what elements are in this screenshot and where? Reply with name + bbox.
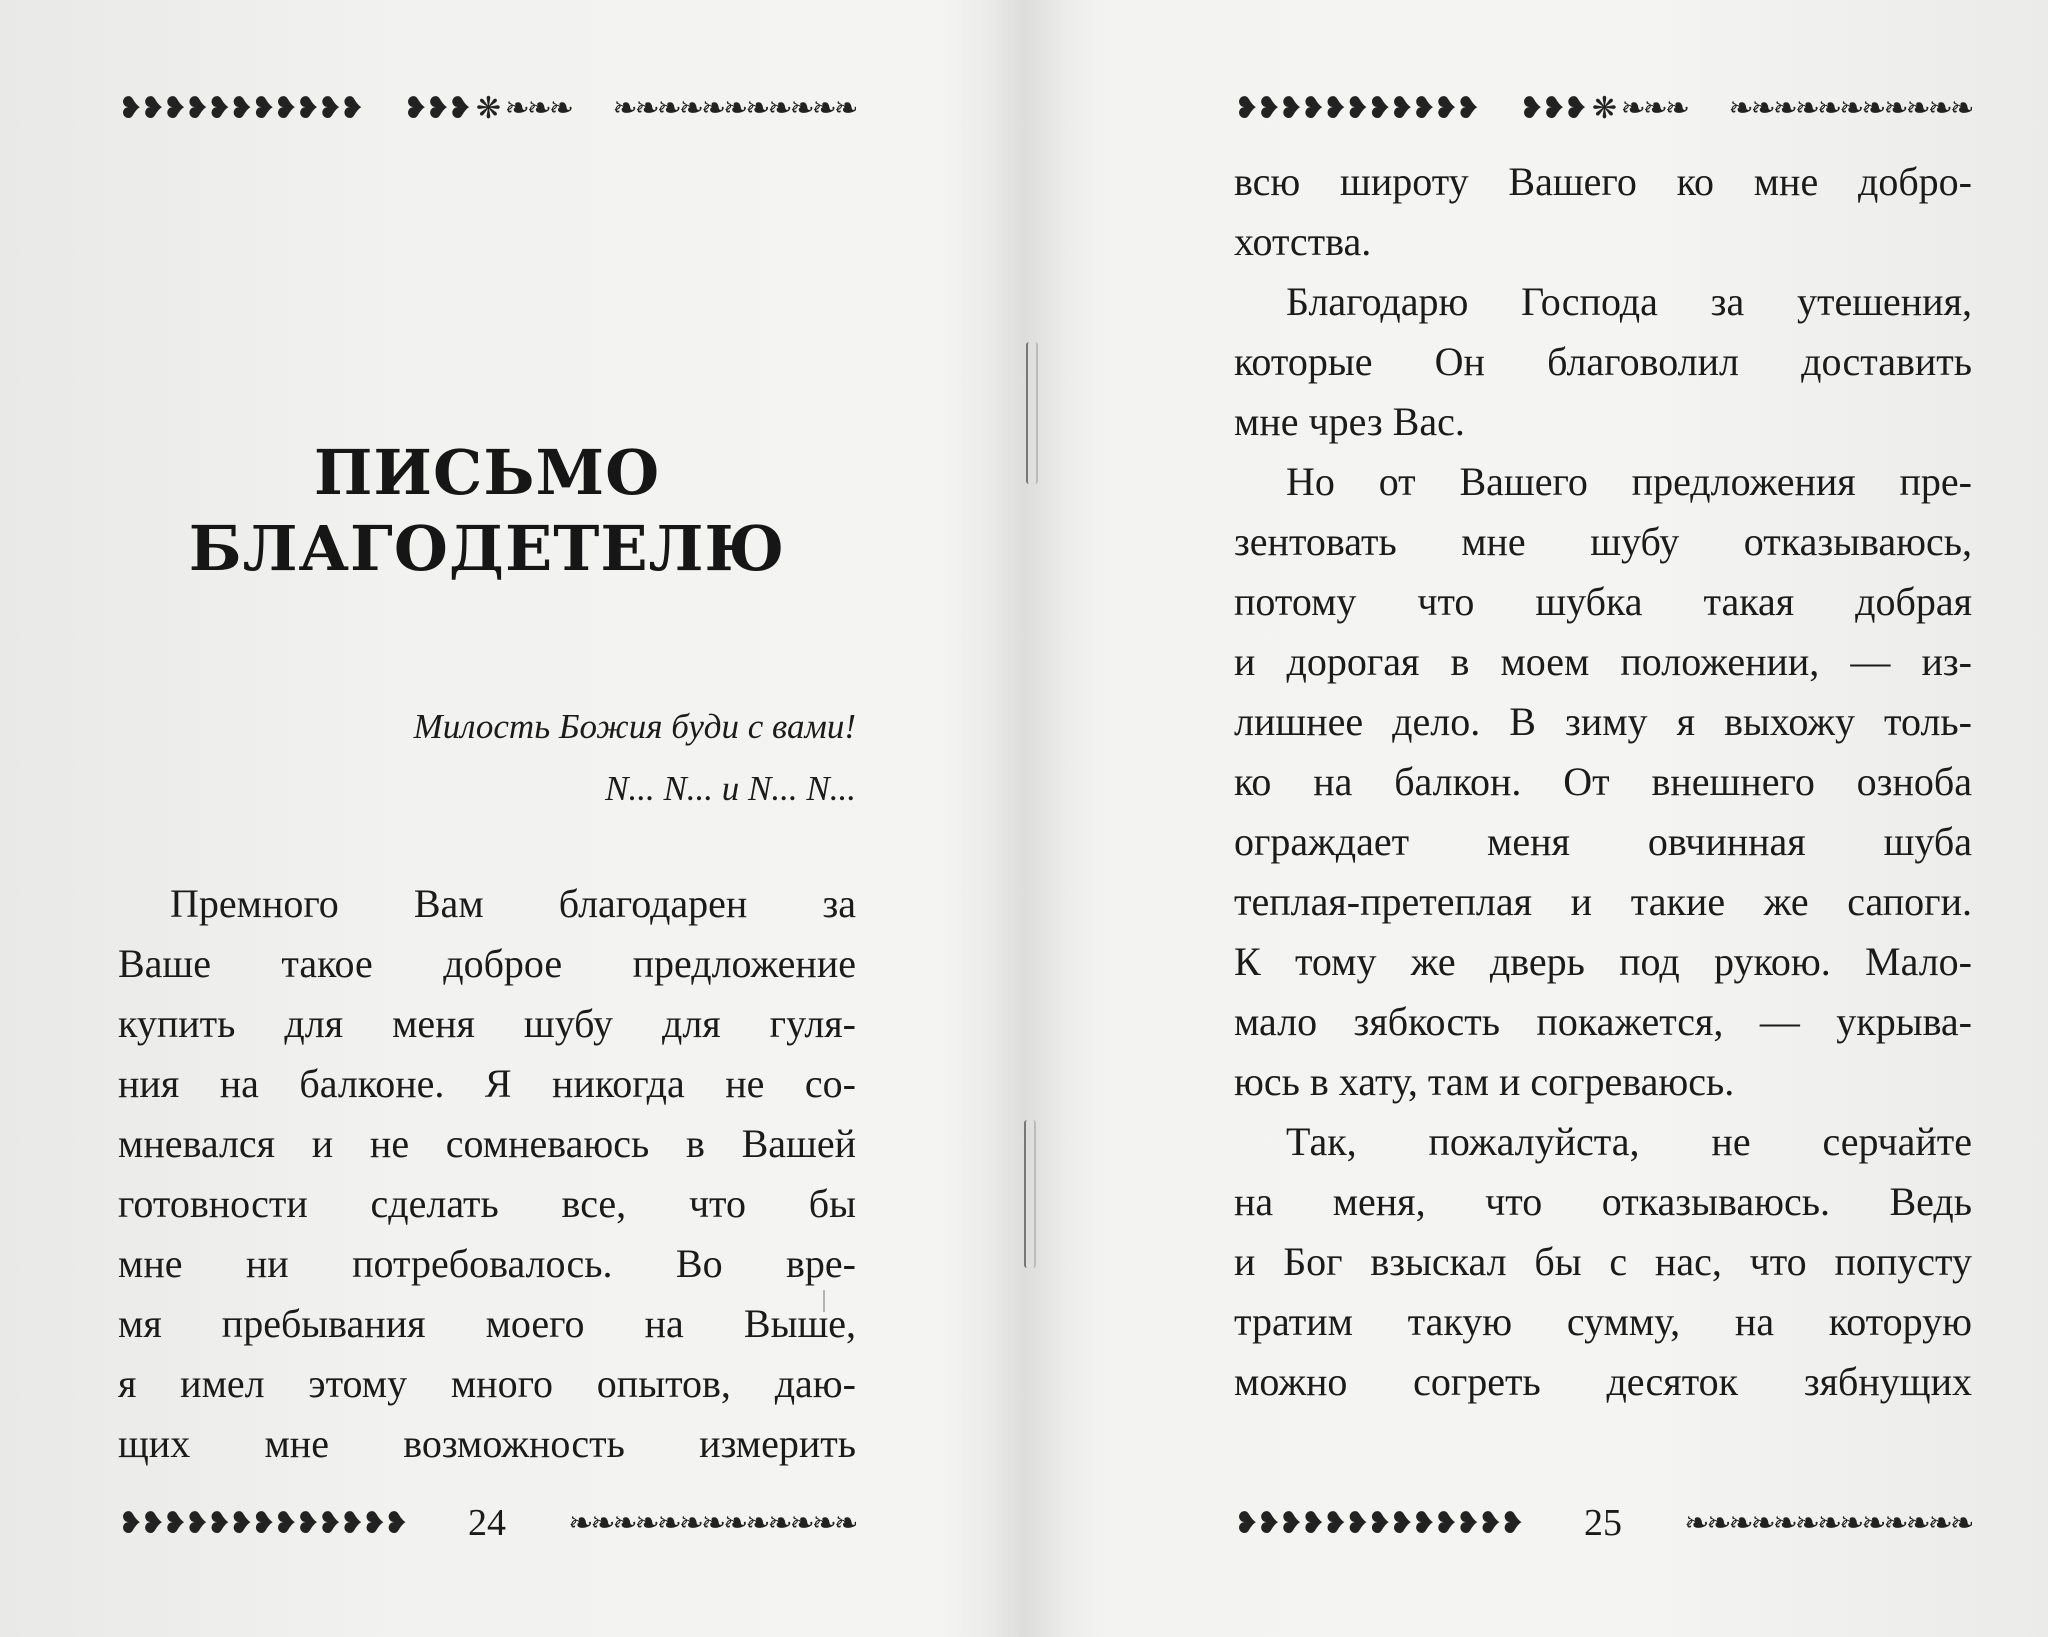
text-line: Премного Вам благодарен за [170,881,856,926]
text-line: мне ни потребовалось. Во вре- [118,1241,856,1286]
text-line: можно согреть десяток зябнущих [1234,1359,1972,1404]
book-gutter [980,0,1070,1637]
text-line: я имел этому много опытов, даю- [118,1361,856,1406]
text-line: лишнее дело. В зиму я выхожу толь- [1234,699,1972,744]
left-page [118,0,856,1637]
right-page [1234,0,1972,1637]
text-line: потому что шубка такая добрая [1234,579,1972,624]
text-line: теплая-претеплая и такие же сапоги. [1234,879,1972,924]
chapter-title-line2: БЛАГОДЕТЕЛЮ [188,512,786,585]
ornament-center: ❥❥❥ ❋ ❧❧❧ [402,90,572,126]
ornament-chain-right: ❧❧❧❧❧❧❧❧❧❧❧❧❧ [1684,1505,1972,1541]
text-line: которые Он благоволил доставить [1234,339,1972,384]
text-line: тратим такую сумму, на которую [1234,1299,1972,1344]
text-line: Но от Вашего предложения пре- [1286,459,1972,504]
text-line: и дорогая в моем положении, — из- [1234,639,1972,684]
ornament-chain-left: ❥❥❥❥❥❥❥❥❥❥❥❥❥ [118,1505,406,1541]
text-line: Благодарю Господа за утешения, [1286,279,1972,324]
header-ornament-right [1234,88,1972,128]
text-line: Так, пожалуйста, не серчайте [1286,1119,1972,1164]
footer-ornament-left [118,1500,856,1546]
staple-top [1026,342,1038,484]
ornament-chain-left: ❥❥❥❥❥❥❥❥❥❥❥❥❥ [1234,1505,1522,1541]
text-line: и Бог взыскал бы с нас, что попусту [1234,1239,1972,1284]
left-body-text [118,874,856,1474]
text-line: всю широту Вашего ко мне добро- [1234,159,1972,204]
text-line: хотства. [1234,219,1372,264]
text-line: ния на балконе. Я никогда не со- [118,1061,856,1106]
ornament-chain-right: ❧❧❧❧❧❧❧❧❧❧❧ [612,90,856,126]
page-number: 25 [1584,1502,1622,1544]
ornament-center: ❥❥❥ ❋ ❧❧❧ [1518,90,1688,126]
header-ornament-left [118,88,856,128]
ornament-chain-right: ❧❧❧❧❧❧❧❧❧❧❧❧❧ [568,1505,856,1541]
chapter-title-line1: ПИСЬМО [313,436,661,509]
text-line: щих мне возможность измерить [118,1421,856,1466]
text-line: купить для меня шубу для гуля- [118,1001,856,1046]
greeting-line2: N... N... и N... N... [605,769,856,808]
text-line: ограждает меня овчинная шуба [1234,819,1972,864]
footer-ornament-right [1234,1500,1972,1546]
staple-bottom [1024,1120,1036,1268]
ornament-chain-left: ❥❥❥❥❥❥❥❥❥❥❥ [1234,90,1478,126]
text-line: ко на балкон. От внешнего озноба [1234,759,1972,804]
text-line: юсь в хату, там и согреваюсь. [1234,1059,1735,1104]
text-line: мало зябкость покажется, — укрыва- [1234,999,1972,1044]
text-line: К тому же дверь под рукою. Мало- [1234,939,1972,984]
right-body-text [1234,152,1972,1412]
ornament-chain-left: ❥❥❥❥❥❥❥❥❥❥❥ [118,90,362,126]
text-line: на меня, что отказываюсь. Ведь [1234,1179,1972,1224]
chapter-title [118,435,856,587]
text-line: зентовать мне шубу отказываюсь, [1234,519,1972,564]
greeting-line1: Милость Божия буди с вами! [413,707,856,746]
text-line: Ваше такое доброе предложение [118,941,856,986]
text-line: мневался и не сомневаюсь в Вашей [118,1121,856,1166]
text-line: готовности сделать все, что бы [118,1181,856,1226]
text-line: мя пребывания моего на Выше, [118,1301,856,1346]
ornament-chain-right: ❧❧❧❧❧❧❧❧❧❧❧ [1728,90,1972,126]
page-number: 24 [468,1502,506,1544]
greeting [414,696,856,820]
text-line: мне чрез Вас. [1234,399,1465,444]
